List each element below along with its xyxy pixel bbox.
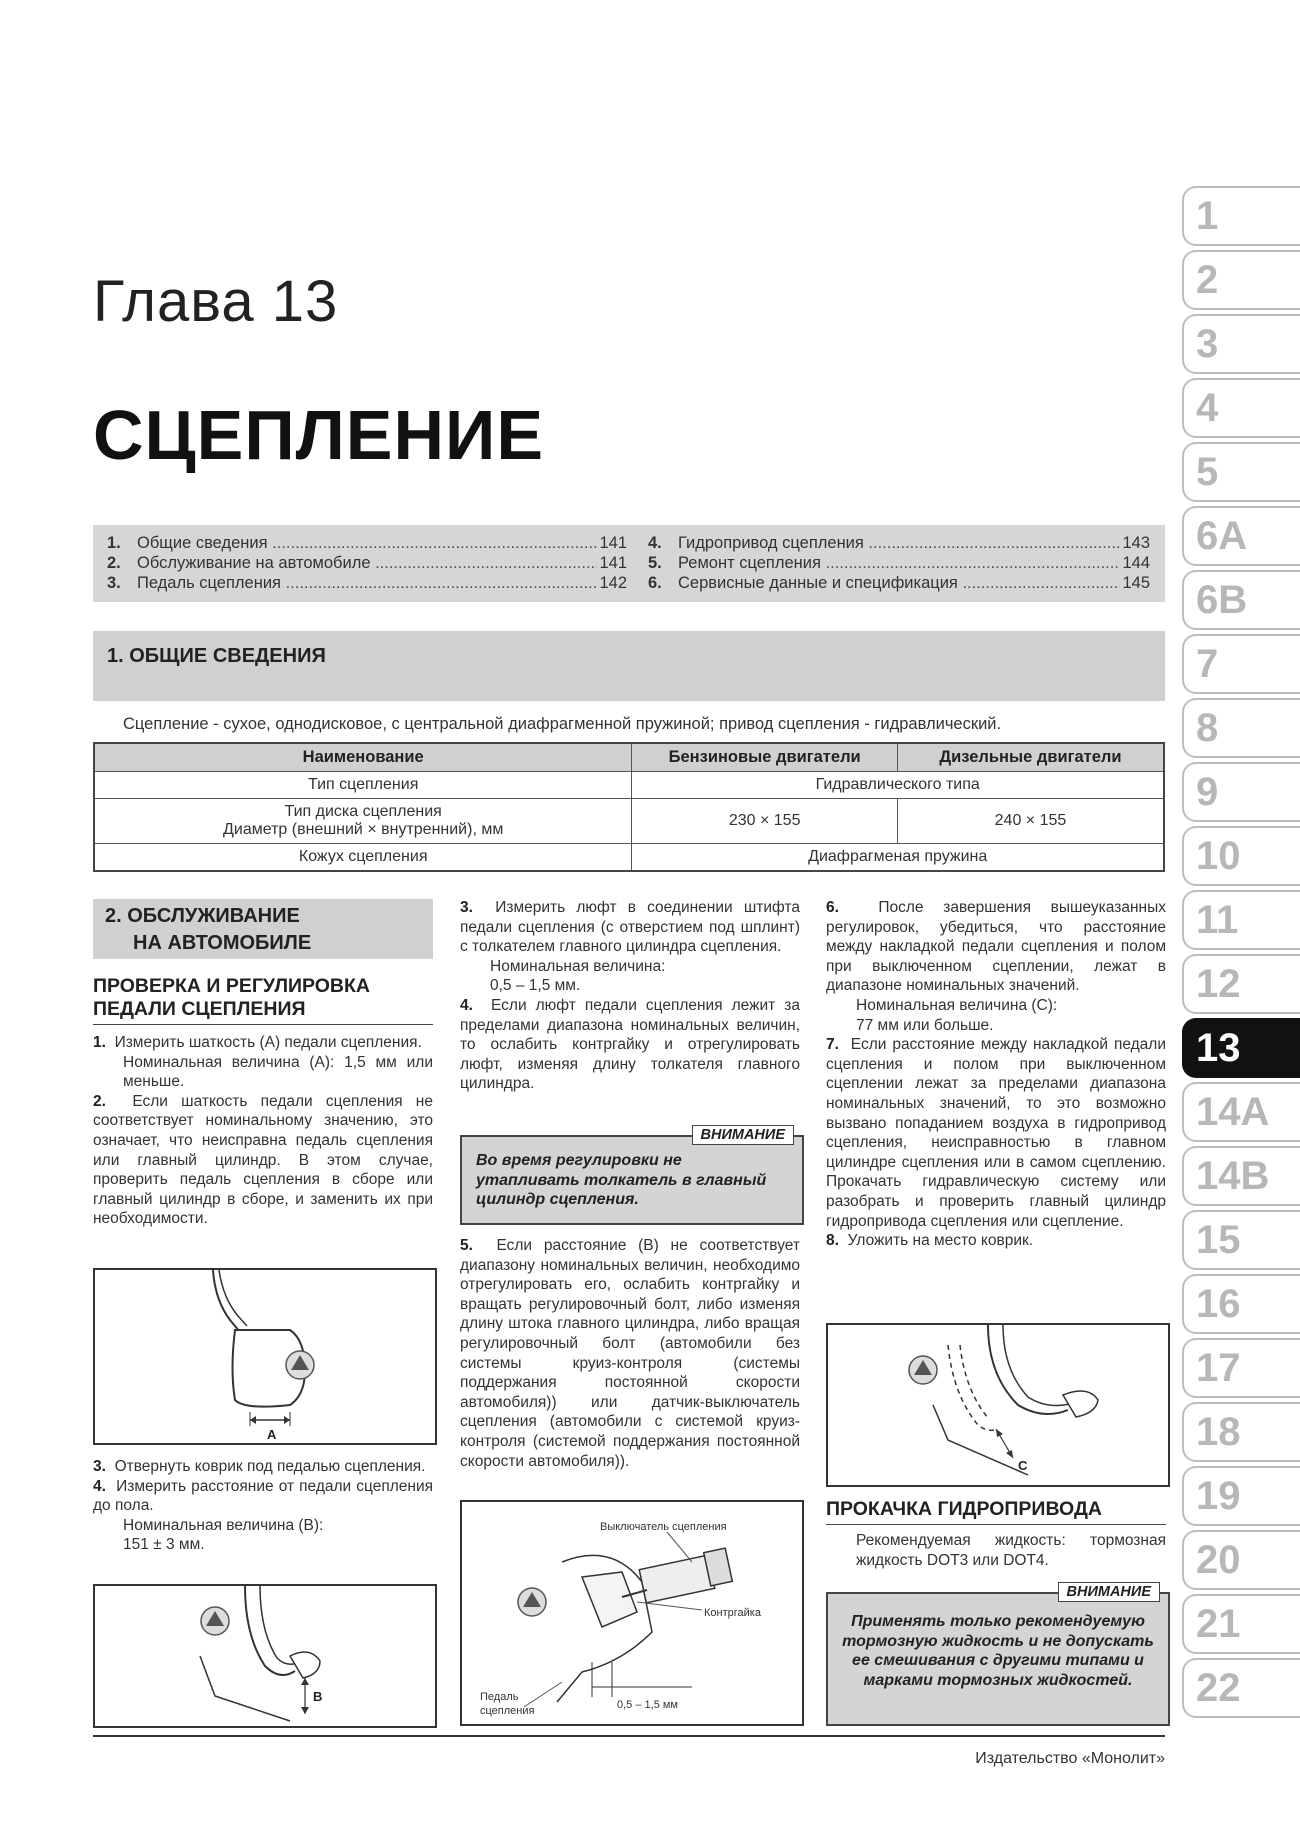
warning-label: ВНИМАНИЕ: [692, 1125, 795, 1145]
nominal-value: 0,5 – 1,5 мм.: [490, 977, 581, 995]
chapter-tab[interactable]: 21: [1182, 1594, 1300, 1654]
toc-left-column: [107, 533, 627, 593]
section-1-banner: [93, 631, 1165, 701]
recommended-fluid: Рекомендуемая жидкость: тормозная жидкость DOT3 или DOT4.: [856, 1532, 1166, 1569]
section-1-intro: Сцепление - сухое, однодисковое, с центральной диафрагменной пружиной; привод сцепления - гидравлический.: [123, 715, 1002, 733]
column-2: [460, 898, 800, 1094]
figure-clutch-switch: [460, 1500, 804, 1726]
item-number: 3.: [460, 899, 473, 916]
paragraph: [826, 1035, 1166, 1231]
table-row: [94, 844, 1164, 872]
item-number: 5.: [460, 1237, 473, 1254]
section-1-title: 1. ОБЩИЕ СВЕДЕНИЯ: [107, 645, 326, 667]
paragraph-text: Если люфт педали сцепления лежит за пределами диапазона номинальных величин, то ослабить контргайку и отрегулировать люфт, изменяя длину толкателя главного цилиндра.: [460, 996, 800, 1093]
toc-page: 144: [1122, 554, 1150, 572]
chapter-tab[interactable]: 14B: [1182, 1146, 1300, 1206]
table-cell: Гидравлического типа: [632, 772, 1164, 799]
figure-pedal-release: [826, 1323, 1170, 1487]
column-3: [826, 898, 1166, 1251]
subsection-heading: ПРОКАЧКА ГИДРОПРИВОДА: [826, 1498, 1102, 1520]
pedal-release-diagram: [828, 1325, 1168, 1485]
chapter-tab[interactable]: 4: [1182, 378, 1300, 438]
table-row: [94, 799, 1164, 844]
item-number: 8.: [826, 1232, 839, 1250]
subsection-heading-line: ПРОВЕРКА И РЕГУЛИРОВКА: [93, 975, 370, 997]
table-header: Дизельные двигатели: [897, 743, 1164, 772]
figure-pedal-height: [93, 1584, 437, 1728]
column-2-continued: [460, 1236, 800, 1471]
table-header-row: [94, 743, 1164, 772]
paragraph-text: Уложить на место коврик.: [847, 1232, 1034, 1250]
paragraph: [826, 1231, 1166, 1251]
figure-pedal-play: [93, 1268, 437, 1445]
chapter-tab[interactable]: 7: [1182, 634, 1300, 694]
publisher: Издательство «Монолит»: [975, 1750, 1165, 1767]
table-cell: 240 × 155: [897, 799, 1164, 844]
toc-page: 142: [599, 574, 627, 592]
item-number: 7.: [826, 1036, 839, 1054]
chapter-tab[interactable]: 5: [1182, 442, 1300, 502]
toc-num: 4.: [648, 534, 662, 552]
paragraph-text: Измерить расстояние от педали сцепления до пола.: [93, 1477, 433, 1515]
warning-box: [460, 1127, 804, 1225]
paragraph-text: Если расстояние между накладкой педали сцепления и полом при выключенном сцеплении лежат за пределами диапазона номинальных значений, то это возможно вызвано попаданием воздуха в гидропривод сцепления, неисправностью в главном цилиндре сцепления или в самом сцеплению. Прокачать гидравлическую систему или разобрать и проверить главный цилиндр гидропривода сцепления или сцепление.: [826, 1036, 1166, 1230]
item-number: 4.: [460, 996, 473, 1014]
figure-label-pedal-line1: Педаль: [480, 1691, 519, 1703]
toc-item[interactable]: [107, 533, 627, 553]
chapter-tab[interactable]: 17: [1182, 1338, 1300, 1398]
item-number: 2.: [93, 1092, 106, 1110]
paragraph-text: Отвернуть коврик под педалью сцепления.: [114, 1458, 426, 1475]
toc-title: Гидропривод сцепления .....: [678, 533, 1120, 553]
footer-divider: [93, 1735, 1165, 1737]
item-number: 1.: [93, 1034, 106, 1051]
paragraph: [93, 1457, 433, 1477]
paragraph: [93, 1033, 433, 1053]
chapter-tab[interactable]: 16: [1182, 1274, 1300, 1334]
table-cell: [94, 799, 632, 844]
toc-item[interactable]: [107, 553, 627, 573]
toc-item[interactable]: [107, 573, 627, 593]
chapter-label: Глава 13: [93, 269, 339, 334]
table-cell: Тип сцепления: [94, 772, 632, 799]
chapter-tab[interactable]: 10: [1182, 826, 1300, 886]
chapter-tabs: [1182, 186, 1300, 1722]
table-header: Наименование: [94, 743, 632, 772]
toc-page: 145: [1122, 574, 1150, 592]
table-cell: 230 × 155: [632, 799, 898, 844]
pedal-height-diagram: [95, 1586, 435, 1726]
section-2-title-line2: НА АВТОМОБИЛЕ: [133, 932, 312, 954]
figure-label-c: C: [1018, 1458, 1028, 1473]
subsection-heading-line: ПЕДАЛИ СЦЕПЛЕНИЯ: [93, 998, 306, 1020]
paragraph: [93, 1092, 433, 1229]
toc-title: Общие сведения .....: [137, 533, 597, 553]
paragraph-text: После завершения вышеуказанных регулировок, убедиться, что расстояние между накладкой педали сцепления и полом при выключенном сцеплении, лежат в диапазоне номинальных значений.: [826, 899, 1166, 995]
section-2-banner: [93, 899, 433, 959]
divider: [826, 1524, 1166, 1525]
column-1: [93, 975, 433, 1229]
divider: [93, 1024, 433, 1025]
paragraph-text: Измерить люфт в соединении штифта педали сцепления (с отверстием под шплинт) с толкателем главного цилиндра сцепления.: [460, 899, 800, 956]
chapter-tab[interactable]: 8: [1182, 698, 1300, 758]
chapter-tab[interactable]: 20: [1182, 1530, 1300, 1590]
spec-table: [93, 742, 1165, 872]
chapter-tab[interactable]: 6A: [1182, 506, 1300, 566]
item-number: 4.: [93, 1477, 106, 1495]
section-2-title-line1: 2. ОБСЛУЖИВАНИЕ: [105, 905, 300, 927]
chapter-tab[interactable]: 9: [1182, 762, 1300, 822]
chapter-tab[interactable]: 11: [1182, 890, 1300, 950]
toc-title: Ремонт сцепления .....: [678, 553, 1120, 573]
toc-title: Сервисные данные и спецификация .....: [678, 573, 1120, 593]
toc-page: 141: [599, 554, 627, 572]
warning-text: Во время регулировки не утапливать толкатель в главный цилиндр сцепления.: [476, 1152, 767, 1208]
warning-text: Применять только рекомендуемую тормозную жидкость и не допускать ее смешивания с другими типами и марками тормозных жидкостей.: [842, 1613, 1154, 1689]
table-cell: Диафрагменая пружина: [632, 844, 1164, 872]
toc-right-column: [648, 533, 1150, 593]
paragraph-text: Если шаткость педали сцепления не соответствует номинальному значению, это означает, что неисправна педаль сцепления или главный цилиндр. В этом случае, проверить педаль сцепления в сборе или главный цилиндр в сборе, и заменить их при необходимости.: [93, 1092, 433, 1228]
pedal-play-diagram: [95, 1270, 435, 1443]
chapter-tab[interactable]: 15: [1182, 1210, 1300, 1270]
clutch-switch-diagram: [462, 1502, 802, 1724]
toc-num: 3.: [107, 574, 121, 592]
table-cell-line: Тип диска сцепления: [284, 803, 442, 820]
table-cell: Кожух сцепления: [94, 844, 632, 872]
toc-num: 6.: [648, 574, 662, 592]
chapter-tab[interactable]: 14A: [1182, 1082, 1300, 1142]
table-header: Бензиновые двигатели: [632, 743, 898, 772]
nominal-value-label: Номинальная величина:: [490, 957, 666, 975]
toc-num: 2.: [107, 554, 121, 572]
warning-label: ВНИМАНИЕ: [1058, 1582, 1161, 1602]
toc-item[interactable]: [648, 533, 1150, 553]
item-number: 3.: [93, 1458, 106, 1475]
chapter-tab[interactable]: 12: [1182, 954, 1300, 1014]
paragraph: [460, 996, 800, 1094]
figure-label-locknut: Контргайка: [704, 1607, 761, 1619]
paragraph-text: Если расстояние (В) не соответствует диапазону номинальных величин, необходимо отрегулировать его, ослабить контргайку и вращать регулировочный болт, либо изменяя длину штока главного цилиндра, либо вращая регулировочный болт (автомобили без системы круиз-контроля (системы поддержания постоянной скорости автомобиля)) или датчик-выключатель сцепления (автомобили с системой круиз-контроля (системой поддержания постоянной скорости автомобиля)).: [460, 1237, 800, 1470]
figure-label-a: A: [267, 1427, 277, 1442]
chapter-tab[interactable]: 1: [1182, 186, 1300, 246]
subsection-heading: [93, 975, 433, 1021]
chapter-tab[interactable]: 18: [1182, 1402, 1300, 1462]
figure-label-switch: Выключатель сцепления: [600, 1521, 727, 1533]
chapter-tab[interactable]: 19: [1182, 1466, 1300, 1526]
toc-title: Педаль сцепления .....: [137, 573, 597, 593]
toc-num: 1.: [107, 534, 121, 552]
toc-title: Обслуживание на автомобиле .....: [137, 553, 597, 573]
figure-label-pedal-line2: сцепления: [480, 1705, 535, 1717]
column-1-continued: [93, 1457, 433, 1555]
nominal-value: 77 мм или больше.: [856, 1016, 994, 1034]
table-cell-line: Диаметр (внешний × внутренний), мм: [223, 821, 504, 838]
item-number: 6.: [826, 899, 839, 916]
toc-page: 141: [599, 534, 627, 552]
nominal-value: 151 ± 3 мм.: [123, 1536, 205, 1554]
chapter-tab[interactable]: 13: [1182, 1018, 1300, 1078]
chapter-tab[interactable]: 3: [1182, 314, 1300, 374]
toc-page: 143: [1122, 534, 1150, 552]
chapter-title: СЦЕПЛЕНИЕ: [93, 396, 545, 474]
chapter-tab[interactable]: 22: [1182, 1658, 1300, 1718]
figure-label-b: B: [313, 1689, 323, 1704]
figure-label-range: 0,5 – 1,5 мм: [617, 1699, 678, 1711]
paragraph-text: Измерить шаткость (А) педали сцепления.: [114, 1034, 422, 1051]
column-3-continued: [826, 1498, 1166, 1570]
toc-num: 5.: [648, 554, 662, 572]
paragraph: [826, 898, 1166, 996]
paragraph: [460, 1236, 800, 1471]
paragraph: [460, 898, 800, 957]
table-row: [94, 772, 1164, 799]
table-of-contents: [93, 525, 1165, 602]
toc-item[interactable]: [648, 573, 1150, 593]
chapter-tab[interactable]: 2: [1182, 250, 1300, 310]
nominal-value-label: Номинальная величина (С):: [856, 996, 1058, 1014]
nominal-value: Номинальная величина (А): 1,5 мм или меньше.: [123, 1053, 433, 1091]
warning-box: [826, 1584, 1170, 1726]
paragraph: [93, 1477, 433, 1516]
nominal-value-label: Номинальная величина (В):: [123, 1516, 324, 1534]
chapter-tab[interactable]: 6B: [1182, 570, 1300, 630]
toc-item[interactable]: [648, 553, 1150, 573]
